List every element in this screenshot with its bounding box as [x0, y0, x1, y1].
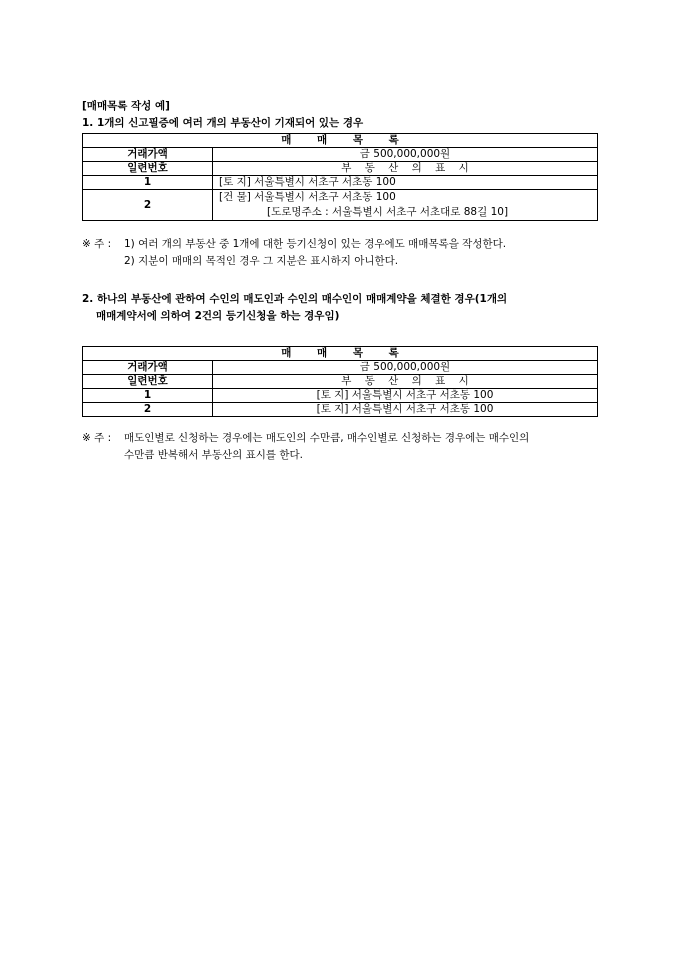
- section2-heading-line1: 2. 하나의 부동산에 관하여 수인의 매도인과 수인의 매수인이 매매계약을 체결한 경우(1개의: [82, 293, 508, 305]
- row-number: 1: [83, 176, 213, 190]
- property-line: [건 물] 서울특별시 서초구 서초동 100: [219, 191, 396, 203]
- sale-list-table-1: [82, 133, 598, 221]
- example-heading: [매매목록 작성 예]: [82, 100, 170, 112]
- table-row: [83, 403, 598, 417]
- price-value: 금 500,000,000원: [213, 148, 598, 162]
- table-row: [83, 176, 598, 190]
- note-prefix: ※ 주 :: [82, 432, 112, 444]
- table-row: [83, 389, 598, 403]
- section1-heading: 1. 1개의 신고필증에 여러 개의 부동산이 기재되어 있는 경우: [82, 117, 364, 129]
- row-number: 2: [83, 190, 213, 221]
- property-header: 부 동 산 의 표 시: [213, 375, 598, 389]
- serial-label: 일련번호: [83, 162, 213, 176]
- table-title: 매 매 목 록: [83, 134, 598, 148]
- sale-list-table-2: [82, 346, 598, 417]
- table-row: [83, 190, 598, 221]
- section2-heading-line2: 매매계약서에 의하여 2건의 등기신청을 하는 경우임): [96, 310, 340, 322]
- note-line: 1) 여러 개의 부동산 중 1개에 대한 등기신청이 있는 경우에도 매매목록을 작성한다.: [124, 238, 507, 250]
- note-line: 매도인별로 신청하는 경우에는 매도인의 수만큼, 매수인별로 신청하는 경우에는 매수인의: [124, 432, 530, 444]
- row-number: 1: [83, 389, 213, 403]
- note-prefix: ※ 주 :: [82, 238, 112, 250]
- price-label: 거래가액: [83, 361, 213, 375]
- road-address-line: [도로명주소 : 서울특별시 서초구 서초대로 88길 10]: [267, 206, 509, 218]
- serial-label: 일련번호: [83, 375, 213, 389]
- note-line: 수만큼 반복해서 부동산의 표시를 한다.: [124, 449, 303, 461]
- note-line: 2) 지분이 매매의 목적인 경우 그 지분은 표시하지 아니한다.: [124, 255, 399, 267]
- price-label: 거래가액: [83, 148, 213, 162]
- property-line: [토 지] 서울특별시 서초구 서초동 100: [213, 389, 598, 403]
- property-line: [토 지] 서울특별시 서초구 서초동 100: [213, 176, 598, 190]
- property-header: 부 동 산 의 표 시: [213, 162, 598, 176]
- row-number: 2: [83, 403, 213, 417]
- table-title: 매 매 목 록: [83, 347, 598, 361]
- price-value: 금 500,000,000원: [213, 361, 598, 375]
- property-line: [토 지] 서울특별시 서초구 서초동 100: [213, 403, 598, 417]
